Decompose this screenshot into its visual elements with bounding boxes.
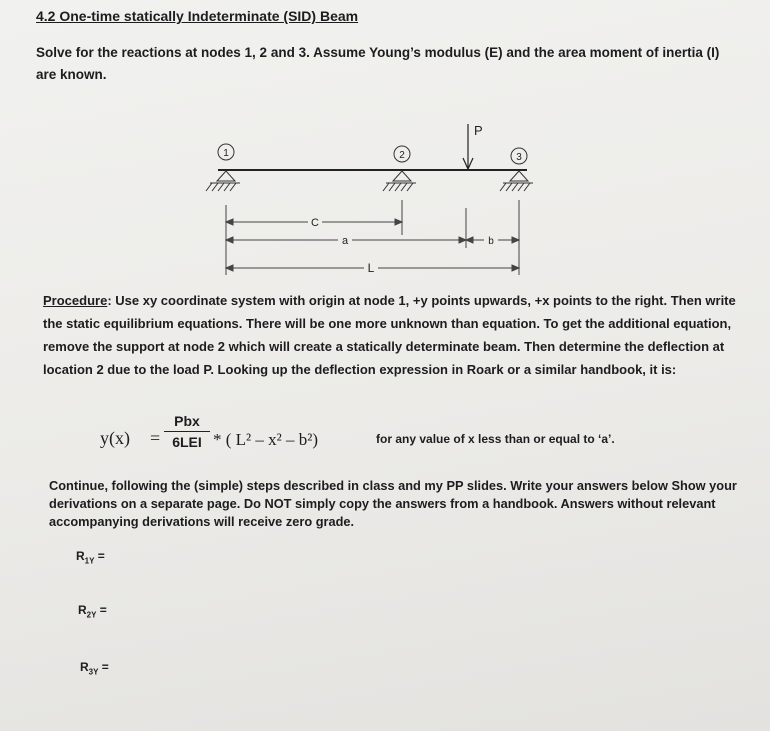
equation-note: for any value of x less than or equal to ‘a’. [376,432,615,446]
equation-numerator: Pbx [164,413,210,432]
load-arrow [463,124,473,169]
beam-diagram [0,110,770,280]
equation-denominator: 6LEI [172,434,202,450]
answer-equals: = [94,549,105,563]
node-3-label: 3 [516,152,522,163]
answer-subscript: 3Y [88,667,99,677]
dim-L-label: L [367,261,375,275]
pin-support-2 [383,171,416,191]
answer-symbol: R [78,603,87,617]
problem-statement: Solve for the reactions at nodes 1, 2 and 3. Assume Young’s modulus (E) and the area moment of inertia (I) are known. [36,45,720,82]
procedure-lead: Procedure [43,293,108,308]
pin-support-1 [206,171,240,191]
load-label: P [474,123,483,138]
pin-support-3 [500,171,533,191]
procedure-text: : Use xy coordinate system with origin at node 1, +y points upwards, +x points to the right. Then write the static equilibrium equations. There will be one more unknown than equation. To get the additional equation, remove the support at node 2 which will create a statically determinate beam. Then determine the deflection at location 2 due to the load P. Looking up the deflection expression in Roark or a similar handbook, it is: [43,293,736,377]
equation-equals: = [150,428,161,448]
answer-equals: = [98,660,109,674]
dim-a-label: a [341,235,349,247]
answer-symbol: R [76,549,85,563]
equation-rhs: * ( L² – x² – b²) [213,430,318,449]
section-title: 4.2 One-time statically Indeterminate (SID) Beam [36,8,359,24]
dim-b-label: b [488,236,494,247]
answer-subscript: 2Y [86,610,97,620]
equation-lhs: y(x) [100,428,130,448]
answer-symbol: R [80,660,89,674]
equation-fraction [164,413,210,450]
answer-subscript: 1Y [84,556,95,566]
node-1-label: 1 [223,148,229,159]
answer-equals: = [96,603,107,617]
answer-r2y [78,603,107,619]
answer-r3y [80,660,109,676]
procedure-paragraph [43,289,748,381]
answer-r1y [76,549,105,565]
instructions-paragraph: Continue, following the (simple) steps described in class and my PP slides. Write your answers below Show your derivations on a separate page. Do NOT simply copy the answers from a handbook. Answers without relevant accompanying derivations will receive zero grade. [49,478,737,529]
node-2-label: 2 [399,150,405,161]
dim-c-label: C [311,217,319,229]
